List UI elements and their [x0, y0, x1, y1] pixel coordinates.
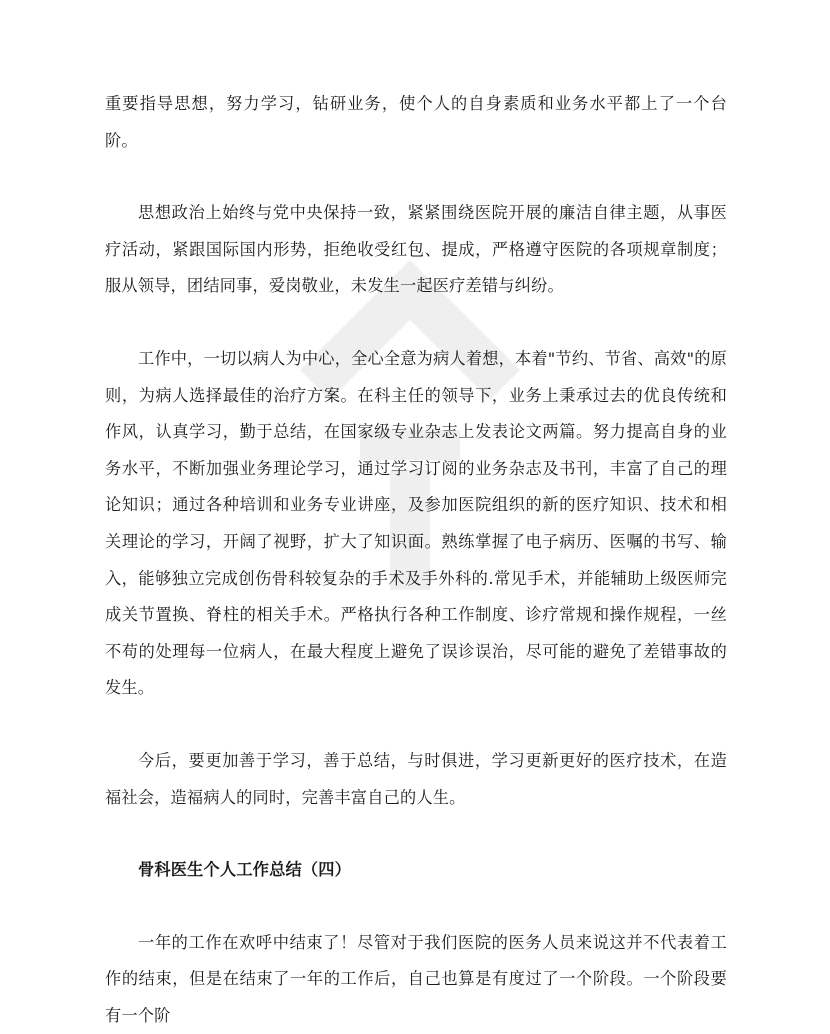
- paragraph-work: 工作中，一切以病人为中心，全心全意为病人着想，本着"节约、节省、高效"的原则，为病人选择最佳的治疗方案。在科主任的领导下，业务上秉承过去的优良传统和作风，认真学习，勤于总结，在国家级专业杂志上发表论文两篇。努力提高自身的业务水平，不断加强业务理论学习，通过学习订阅的业务杂志及书刊，丰富了自己的理论知识；通过各种培训和业务专业讲座，及参加医院组织的新的医疗知识、技术和相关理论的学习，开阔了视野，扩大了知识面。熟练掌握了电子病历、医嘱的书写、输入，能够独立完成创伤骨科较复杂的手术及手外科的.常见手术，并能辅助上级医师完成关节置换、脊柱的相关手术。严格执行各种工作制度、诊疗常规和操作规程，一丝不苟的处理每一位病人，在最大程度上避免了误诊误治，尽可能的避免了差错事故的发生。: [105, 348, 727, 698]
- paragraph-gap: [105, 707, 727, 743]
- paragraph-political: 思想政治上始终与党中央保持一致，紧紧围绕医院开展的廉洁自律主题，从事医疗活动，紧跟国际国内形势，拒绝收受红包、提成，严格遵守医院的各项规章制度；服从领导，团结同事，爱岗敬业，未发生一起医疗差错与纠纷。: [105, 203, 727, 296]
- paragraph-year-end: 一年的工作在欢呼中结束了！尽管对于我们医院的医务人员来说这并不代表着工作的结束，但是在结束了一年的工作后，自己也算是有度过了一个阶段。一个阶段要有一个阶: [105, 932, 727, 1025]
- document-body: [105, 86, 727, 1034]
- paragraph-gap: [105, 159, 727, 195]
- paragraph-future: 今后，要更加善于学习，善于总结，与时俱进，学习更新更好的医疗技术，在造福社会，造福病人的同时，完善丰富自己的人生。: [105, 750, 727, 807]
- paragraph-gap: [105, 816, 727, 852]
- paragraph-intro-continuation: 重要指导思想，努力学习，钻研业务，使个人的自身素质和业务水平都上了一个台阶。: [105, 94, 727, 150]
- paragraph-gap: [105, 889, 727, 925]
- section-heading: 骨科医生个人工作总结（四）: [138, 860, 352, 880]
- paragraph-gap: [105, 305, 727, 341]
